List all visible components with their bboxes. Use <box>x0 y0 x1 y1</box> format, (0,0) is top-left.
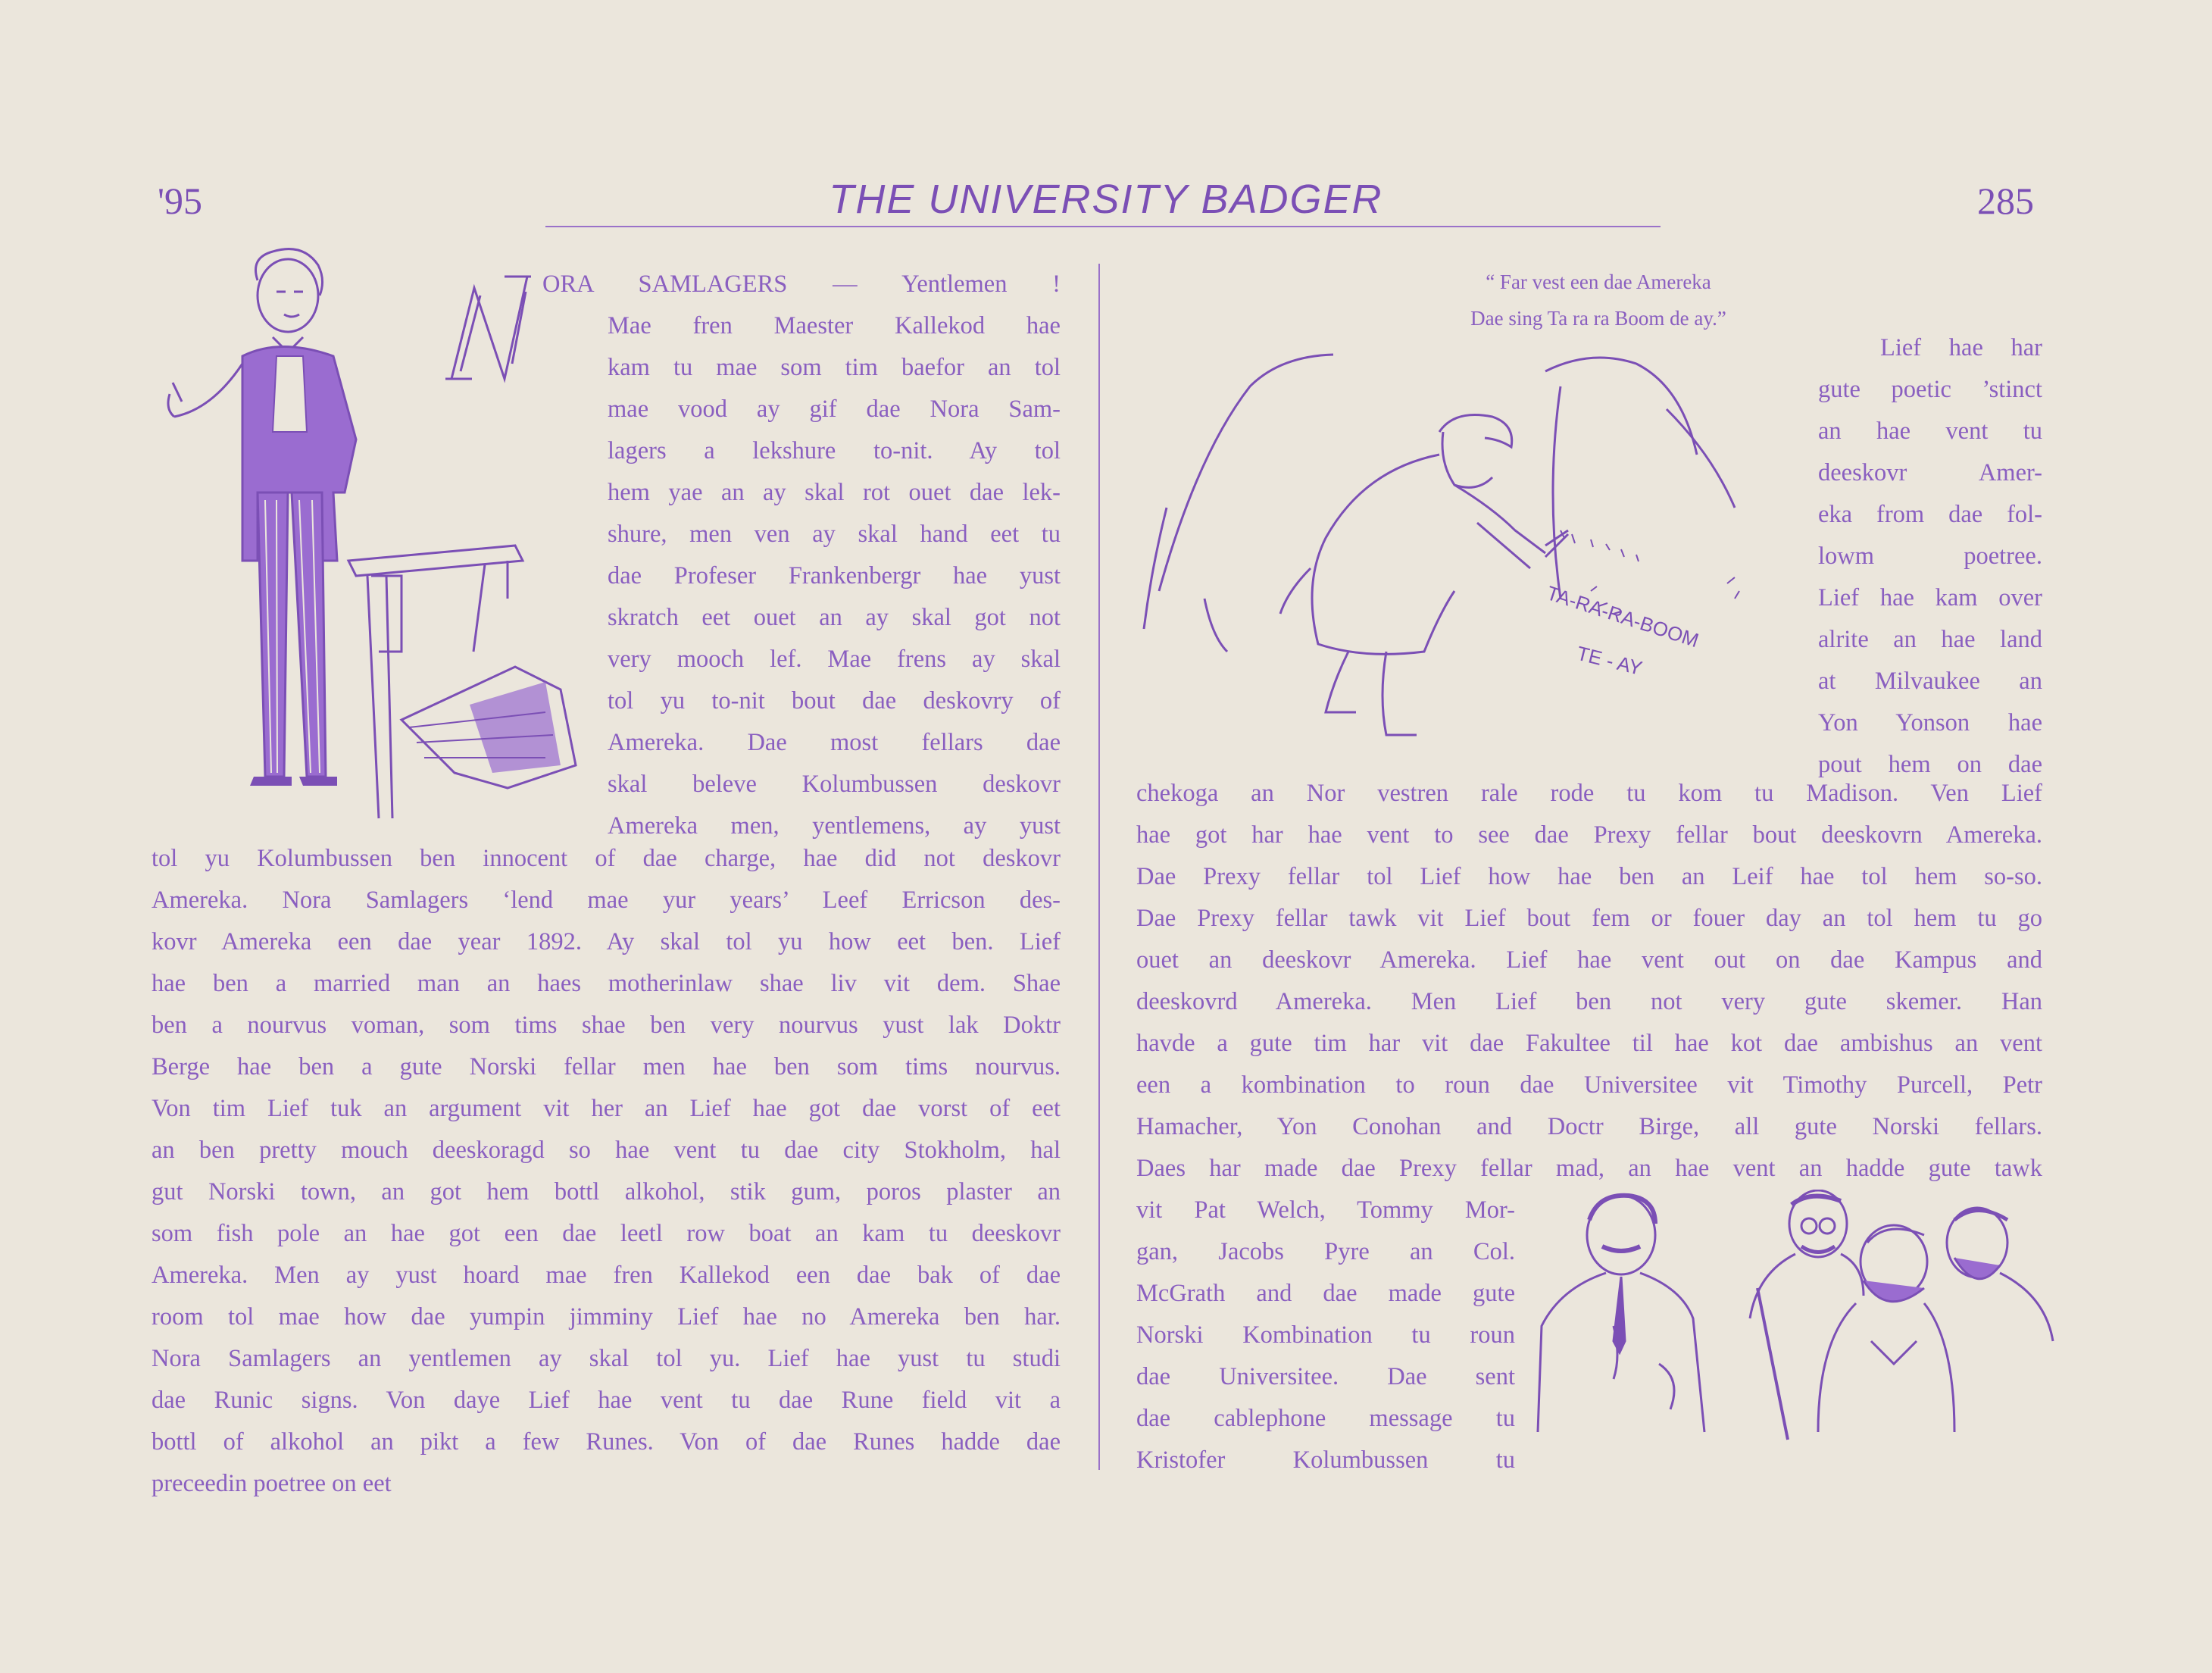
text-line: chekoga an Nor vestren rale rode tu kom tu Madison. Ven Lief <box>1136 780 2042 807</box>
text-line: hae ben a married man an haes motherinlaw shae liv vit dem. Shae <box>152 970 1061 997</box>
right-side-paragraph <box>1818 327 2042 786</box>
text-line: bottl of alkohol an pikt a few Runes. Von of dae Runes hadde dae <box>152 1428 1061 1456</box>
dropcap-n-icon <box>444 273 532 386</box>
text-line: dae Profeser Frankenbergr hae yust <box>608 562 1061 589</box>
text-line: hem yae an ay skal rot ouet dae lek- <box>608 479 1061 506</box>
text-line: skal beleve Kolumbussen deskovr <box>608 771 1061 798</box>
page-title: THE UNIVERSITY BADGER <box>829 177 1383 222</box>
text-line: mae vood ay gif dae Nora Sam- <box>608 396 1061 423</box>
text-line: kam tu mae som tim baefor an tol <box>608 354 1061 381</box>
text-line: very mooch lef. Mae frens ay skal <box>608 646 1061 673</box>
caption-line: Dae sing Ta ra ra Boom de ay.” <box>1470 307 1726 330</box>
text-line: an ben pretty mouch deeskoragd so hae vent tu dae city Stokholm, hal <box>152 1137 1061 1164</box>
text-line: Daes har made dae Prexy fellar mad, an hae vent an hadde gute tawk <box>1136 1155 2042 1182</box>
text-line: Berge hae ben a gute Norski fellar men hae ben som tims nourvus. <box>152 1053 1061 1080</box>
text-line: Norski Kombination tu roun <box>1136 1321 1515 1349</box>
text-line: McGrath and dae made gute <box>1136 1280 1515 1307</box>
text-line: gute poetic ’stinct <box>1818 376 2042 403</box>
text-line: Kristofer Kolumbussen tu <box>1136 1446 1515 1474</box>
text-line: Lief hae har <box>1880 334 2042 361</box>
text-line: deeskovrd Amereka. Men Lief ben not very gute skemer. Han <box>1136 988 2042 1015</box>
four-men-illustration <box>1530 1190 2060 1462</box>
text-line: eka from dae fol- <box>1818 501 2042 528</box>
column-divider <box>1098 264 1100 1470</box>
text-line: alrite an hae land <box>1818 626 2042 653</box>
rune-inscription: TE - AY <box>1574 641 1645 680</box>
text-line: lagers a lekshure to-nit. Ay tol <box>608 437 1061 464</box>
intro-paragraph <box>542 264 1061 847</box>
left-body-paragraph <box>152 838 1061 1505</box>
text-line: lowm poetree. <box>1818 543 2042 570</box>
text-line: Amereka. Nora Samlagers ‘lend mae yur years’ Leef Erricson des- <box>152 887 1061 914</box>
poem-caption <box>1364 264 1833 336</box>
text-line: shure, men ven ay skal hand eet tu <box>608 521 1061 548</box>
text-line: Lief hae kam over <box>1818 584 2042 611</box>
text-line: at Milvaukee an <box>1818 668 2042 695</box>
text-line: Mae fren Maester Kallekod hae <box>608 312 1061 339</box>
text-line: gan, Jacobs Pyre an Col. <box>1136 1238 1515 1265</box>
text-line: ben a nourvus voman, som tims shae ben very nourvus yust lak Doktr <box>152 1012 1061 1039</box>
text-line: room tol mae how dae yumpin jimminy Lief hae no Amereka ben har. <box>152 1303 1061 1331</box>
text-line: havde a gute tim har vit dae Fakultee til hae kot dae ambishus an vent <box>1136 1030 2042 1057</box>
text-line: skratch eet ouet an ay skal got not <box>608 604 1061 631</box>
text-line: Dae Prexy fellar tol Lief how hae ben an Leif hae tol hem so-so. <box>1136 863 2042 890</box>
text-line: deeskovr Amer- <box>1818 459 2042 486</box>
text-line: Amereka. Dae most fellars dae <box>608 729 1061 756</box>
text-line: een a kombination to roun dae Universitee vit Timothy Purcell, Petr <box>1136 1071 2042 1099</box>
text-line: Dae Prexy fellar tawk vit Lief bout fem or fouer day an tol hem tu go <box>1136 905 2042 932</box>
rune-carver-illustration <box>1136 341 1795 758</box>
text-line: Nora Samlagers an yentlemen ay skal tol yu. Lief hae yust tu studi <box>152 1345 1061 1372</box>
right-bottom-paragraph <box>1136 1190 1515 1481</box>
text-line: vit Pat Welch, Tommy Mor- <box>1136 1196 1515 1224</box>
right-body-paragraph <box>1136 773 2042 1190</box>
text-line: Yon Yonson hae <box>1818 709 2042 736</box>
text-line: kovr Amereka een dae year 1892. Ay skal tol yu how eet ben. Lief <box>152 928 1061 955</box>
text-line: dae Runic signs. Von daye Lief hae vent tu dae Rune field vit a <box>152 1387 1061 1414</box>
text-line: tol yu to-nit bout dae deskovry of <box>608 687 1061 715</box>
caption-line: “ Far vest een dae Amereka <box>1486 270 1711 293</box>
text-line: tol yu Kolumbussen ben innocent of dae charge, hae did not deskovr <box>152 845 1061 872</box>
text-line: ouet an deeskovr Amereka. Lief hae vent out on dae Kampus and <box>1136 946 2042 974</box>
text-line: dae Universitee. Dae sent <box>1136 1363 1515 1390</box>
text-line: hae got har hae vent to see dae Prexy fellar bout deeskovrn Amereka. <box>1136 821 2042 849</box>
text-line: Von tim Lief tuk an argument vit her an Lief hae got dae vorst of eet <box>152 1095 1061 1122</box>
text-line: Amereka men, yentlemens, ay yust <box>608 812 1061 840</box>
text-line: ORA SAMLAGERS — Yentlemen ! <box>542 270 1061 298</box>
text-line: dae cablephone message tu <box>1136 1405 1515 1432</box>
header-year: '95 <box>158 180 203 222</box>
text-line: an hae vent tu <box>1818 417 2042 445</box>
rune-inscription: TA-RA-RA-BOOM <box>1544 581 1702 652</box>
text-line: Amereka. Men ay yust hoard mae fren Kallekod een dae bak of dae <box>152 1262 1061 1289</box>
header-rule <box>545 226 1661 227</box>
text-line: preceedin poetree on eet <box>152 1470 392 1497</box>
page-number: 285 <box>1977 180 2034 222</box>
text-line: gut Norski town, an got hem bottl alkohol, stik gum, poros plaster an <box>152 1178 1061 1205</box>
text-line: Hamacher, Yon Conohan and Doctr Birge, all gute Norski fellars. <box>1136 1113 2042 1140</box>
text-line: pout hem on dae <box>1818 751 2042 778</box>
text-line: som fish pole an hae got een dae leetl row boat an kam tu deeskovr <box>152 1220 1061 1247</box>
